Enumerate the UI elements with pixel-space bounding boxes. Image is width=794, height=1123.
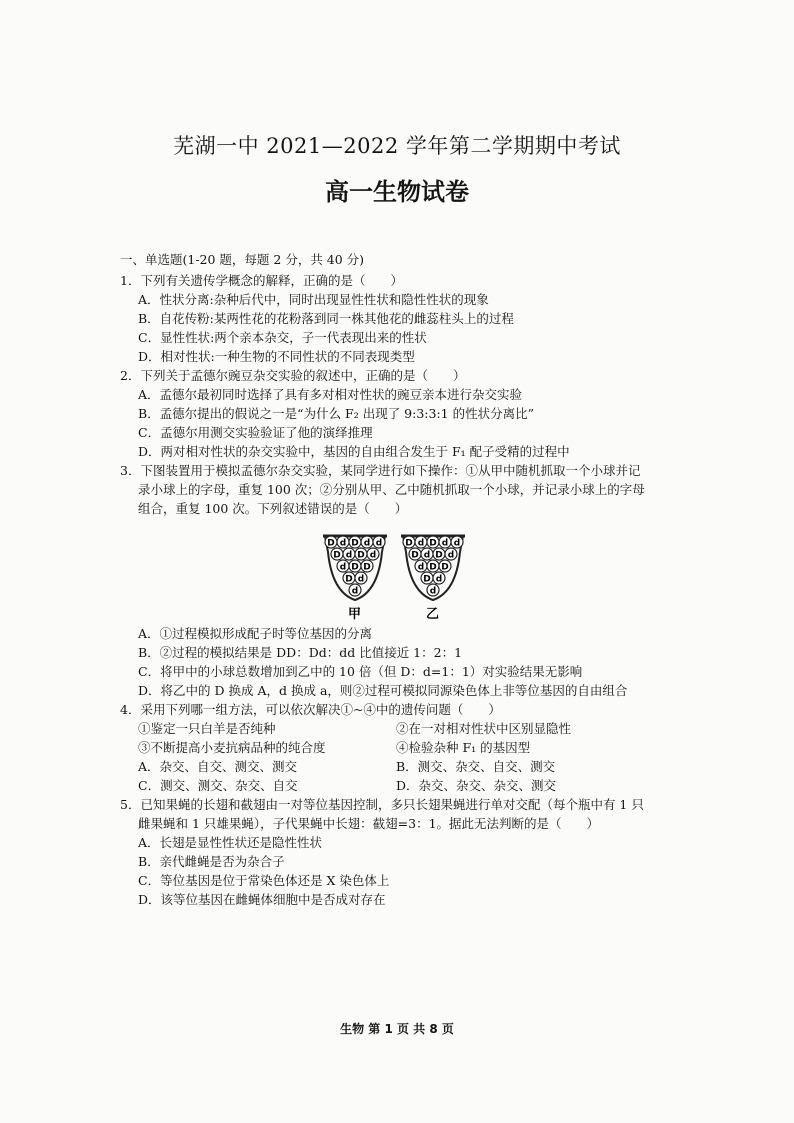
option-c: C．显性性状:两个亲本杂交，子一代表现出来的性状: [138, 330, 427, 345]
ball-letter: d: [369, 550, 377, 561]
ball-letter: d: [357, 574, 365, 585]
option-b: B．亲代雌蝇是否为杂合子: [138, 854, 285, 869]
problem-item-4: ④检验杂种 F₁ 的基因型: [396, 740, 531, 755]
question-1: [120, 271, 680, 366]
options-row: [120, 757, 680, 776]
ball-letter: D: [357, 550, 365, 561]
option-d: D．杂交、杂交、杂交、测交: [396, 778, 557, 793]
options-row: [120, 776, 680, 795]
ball-letter: D: [327, 538, 335, 549]
ball-letter: D: [333, 550, 341, 561]
ball-letter: d: [339, 562, 347, 573]
figure-label-yi: 乙: [426, 607, 440, 622]
ball-letter: D: [429, 538, 437, 549]
problem-item-2: ②在一对相对性状中区别显隐性: [396, 721, 572, 736]
ball-letter: d: [345, 550, 353, 561]
ball-bucket-figure: [120, 522, 680, 622]
ball-letter: D: [405, 538, 413, 549]
question-2: [120, 366, 680, 461]
ball-letter: D: [435, 550, 443, 561]
ball-letter: d: [417, 562, 425, 573]
option-b: B．②过程的模拟结果是 DD：Dd：dd 比值接近 1：2：1: [138, 645, 463, 660]
ball-letter: D: [441, 562, 449, 573]
page-footer: 生物 第 1 页 共 8 页: [340, 1022, 454, 1036]
problem-item-3: ③不断提高小麦抗病品种的纯合度: [138, 740, 326, 755]
option-b: B．测交、杂交、自交、测交: [396, 759, 556, 774]
option-d: D．该等位基因在雌蝇体细胞中是否成对存在: [138, 892, 386, 907]
ball-letter: d: [429, 586, 437, 597]
exam-content: [120, 250, 680, 909]
option-c: C．孟德尔用测交实验验证了他的演绎推理: [138, 425, 373, 440]
problem-items-row: [120, 719, 680, 738]
option-d: D．将乙中的 D 换成 A，d 换成 a，则②过程可模拟同源染色体上非等位基因的自由组合: [138, 683, 628, 698]
option-a: A．性状分离:杂种后代中，同时出现显性性状和隐性性状的现象: [138, 292, 489, 307]
ball-letter: D: [351, 538, 359, 549]
question-4: [120, 700, 680, 795]
question-stem-continued: 雌果蝇和 1 只雄果蝇），子代果蝇中长翅：截翅=3：1。据此无法判断的是（ ）: [138, 816, 600, 831]
ball-letter: D: [351, 562, 359, 573]
option-d: D．相对性状:一种生物的不同性状的不同表现类型: [138, 349, 415, 364]
question-stem: 4．采用下列哪一组方法，可以依次解决①~④中的遗传问题（ ）: [120, 702, 501, 717]
question-5: [120, 795, 680, 909]
option-c: C．等位基因是位于常染色体还是 X 染色体上: [138, 873, 390, 888]
option-c: C．测交、测交、杂交、自交: [138, 778, 298, 793]
ball-letter: D: [429, 562, 437, 573]
ball-letter: D: [411, 550, 419, 561]
exam-title: 芜湖一中 2021—2022 学年第二学期期中考试: [173, 134, 621, 158]
option-c: C．将甲中的小球总数增加到乙中的 10 倍（但 D：d=1：1）对实验结果无影响: [138, 664, 583, 679]
bucket-yi: [401, 536, 465, 600]
option-a: A．①过程模拟形成配子时等位基因的分离: [138, 626, 373, 641]
question-stem-continued: 录小球上的字母，重复 100 次；②分别从甲、乙中随机抓取一个小球，并记录小球上的字母: [138, 482, 645, 497]
ball-letter: d: [435, 574, 443, 585]
figure-label-jia: 甲: [348, 607, 362, 622]
question-3: [120, 461, 680, 700]
ball-letter: d: [441, 538, 449, 549]
question-stem-continued: 组合，重复 100 次。下列叙述错误的是（ ）: [138, 501, 408, 516]
option-d: D．两对相对性状的杂交实验中，基因的自由组合发生于 F₁ 配子受精的过程中: [138, 444, 570, 459]
option-a: A．杂交、自交、测交、测交: [138, 759, 298, 774]
ball-letter: D: [423, 574, 431, 585]
problem-item-1: ①鉴定一只白羊是否纯种: [138, 721, 276, 736]
exam-subtitle: 高一生物试卷: [325, 178, 469, 206]
option-a: A．孟德尔最初同时选择了具有多对相对性状的豌豆亲本进行杂交实验: [138, 387, 523, 402]
option-a: A．长翅是显性性状还是隐性性状: [138, 835, 323, 850]
ball-letter: d: [351, 586, 359, 597]
question-stem: 5．已知果蝇的长翅和截翅由一对等位基因控制，多只长翅果蝇进行单对交配（每个瓶中有 1 只: [120, 797, 644, 812]
bucket-diagram: [120, 522, 680, 622]
question-stem: 1．下列有关遗传学概念的解释，正确的是（ ）: [120, 273, 403, 288]
ball-letter: d: [453, 538, 461, 549]
question-stem: 3．下图装置用于模拟孟德尔杂交实验，某同学进行如下操作：①从甲中随机抓取一个小球并记: [120, 463, 641, 478]
ball-letter: D: [363, 562, 371, 573]
option-b: B．自花传粉:某两性花的花粉落到同一株其他花的雌蕊柱头上的过程: [138, 311, 514, 326]
section-heading: 一、单选题(1-20 题，每题 2 分，共 40 分): [120, 252, 365, 267]
ball-letter: d: [339, 538, 347, 549]
question-stem: 2．下列关于孟德尔豌豆杂交实验的叙述中，正确的是（ ）: [120, 368, 466, 383]
ball-letter: D: [345, 574, 353, 585]
ball-letter: d: [423, 550, 431, 561]
bucket-jia: [323, 536, 387, 600]
problem-items-row: [120, 738, 680, 757]
option-b: B．孟德尔提出的假说之一是“为什么 F₂ 出现了 9:3:3:1 的性状分离比”: [138, 406, 534, 421]
ball-letter: d: [417, 538, 425, 549]
ball-letter: d: [363, 538, 371, 549]
ball-letter: d: [447, 550, 455, 561]
ball-letter: d: [375, 538, 383, 549]
